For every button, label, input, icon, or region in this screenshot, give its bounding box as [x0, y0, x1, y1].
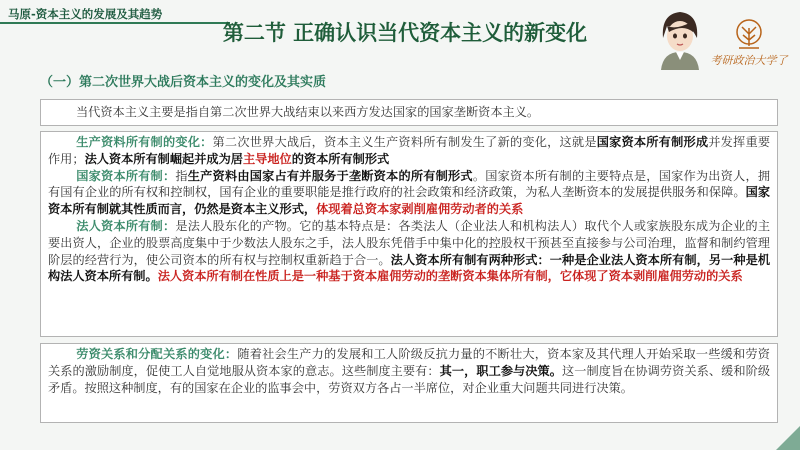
section-title: 第二节 正确认识当代资本主义的新变化 — [222, 21, 588, 45]
header-divider — [0, 22, 230, 24]
state-capital-paragraph: 国家资本所有制：指生产资料由国家占有并服务于垄断资本的所有制形式。国家资本所有制的主要特点是，国家作为出资人，拥有国有企业的所有权和控制权，国有企业的重要职能是推行政府的社会政策和经济政策，为私人垄断资本的发展提供服务和保障。国家资本所有制就其性质而言，仍然是资本主义形式，体现着总资本家剥削雇佣劳动者的关系 — [48, 168, 771, 217]
labor-paragraph: 劳资关系和分配关系的变化：随着社会生产力的发展和工人阶级反抗力量的不断壮大，资本家及其代理人开始采取一些缓和劳资关系的激励制度，促使工人自觉地服从资本家的意志。这些制度主要有：其一，职工参与决策。这一制度旨在协调劳资关系、缓和阶级矛盾。按照这种制度，有的国家在企业的监事会中，劳资双方各占一半席位，对企业重大问题共同进行决策。 — [48, 347, 771, 395]
course-label: 马原-资本主义的发展及其趋势 — [8, 7, 163, 21]
tree-icon — [729, 18, 769, 52]
subheading: （一）第二次世界大战后资本主义的变化及其实质 — [40, 75, 327, 90]
intro-text: 当代资本主义主要是指自第二次世界大战结束以来西方发达国家的国家垄断资本主义。 — [76, 105, 540, 119]
corner-decoration — [776, 426, 800, 450]
labor-box — [40, 343, 778, 423]
brand-logo — [708, 18, 790, 66]
avatar — [657, 8, 703, 70]
ownership-box — [40, 131, 778, 337]
logo-text: 考研政治大学了 — [710, 54, 788, 67]
corporate-capital-paragraph: 法人资本所有制：是法人股东化的产物。它的基本特点是：各类法人（企业法人和机构法人）取代个人或家族股东成为企业的主要出资人，企业的股票高度集中于少数法人股东之手，法人股东凭借手中集中化的控股权干预甚至直接参与公司治理，监督和制约管理阶层的经营行为，使公司资本的所有权与控制权重新趋于合一。法人资本所有制有两种形式：一种是企业法人资本所有制，另一种是机构法人资本所有制。法人资本所有制在性质上是一种基于资本雇佣劳动的垄断资本集体所有制，它体现了资本剥削雇佣劳动的关系 — [48, 218, 771, 284]
ownership-paragraph: 生产资料所有制的变化：第二次世界大战后，资本主义生产资料所有制发生了新的变化，这就是国家资本所有制形成并发挥重要作用；法人资本所有制崛起并成为居主导地位的资本所有制形式 — [48, 135, 771, 166]
intro-box — [40, 99, 778, 126]
